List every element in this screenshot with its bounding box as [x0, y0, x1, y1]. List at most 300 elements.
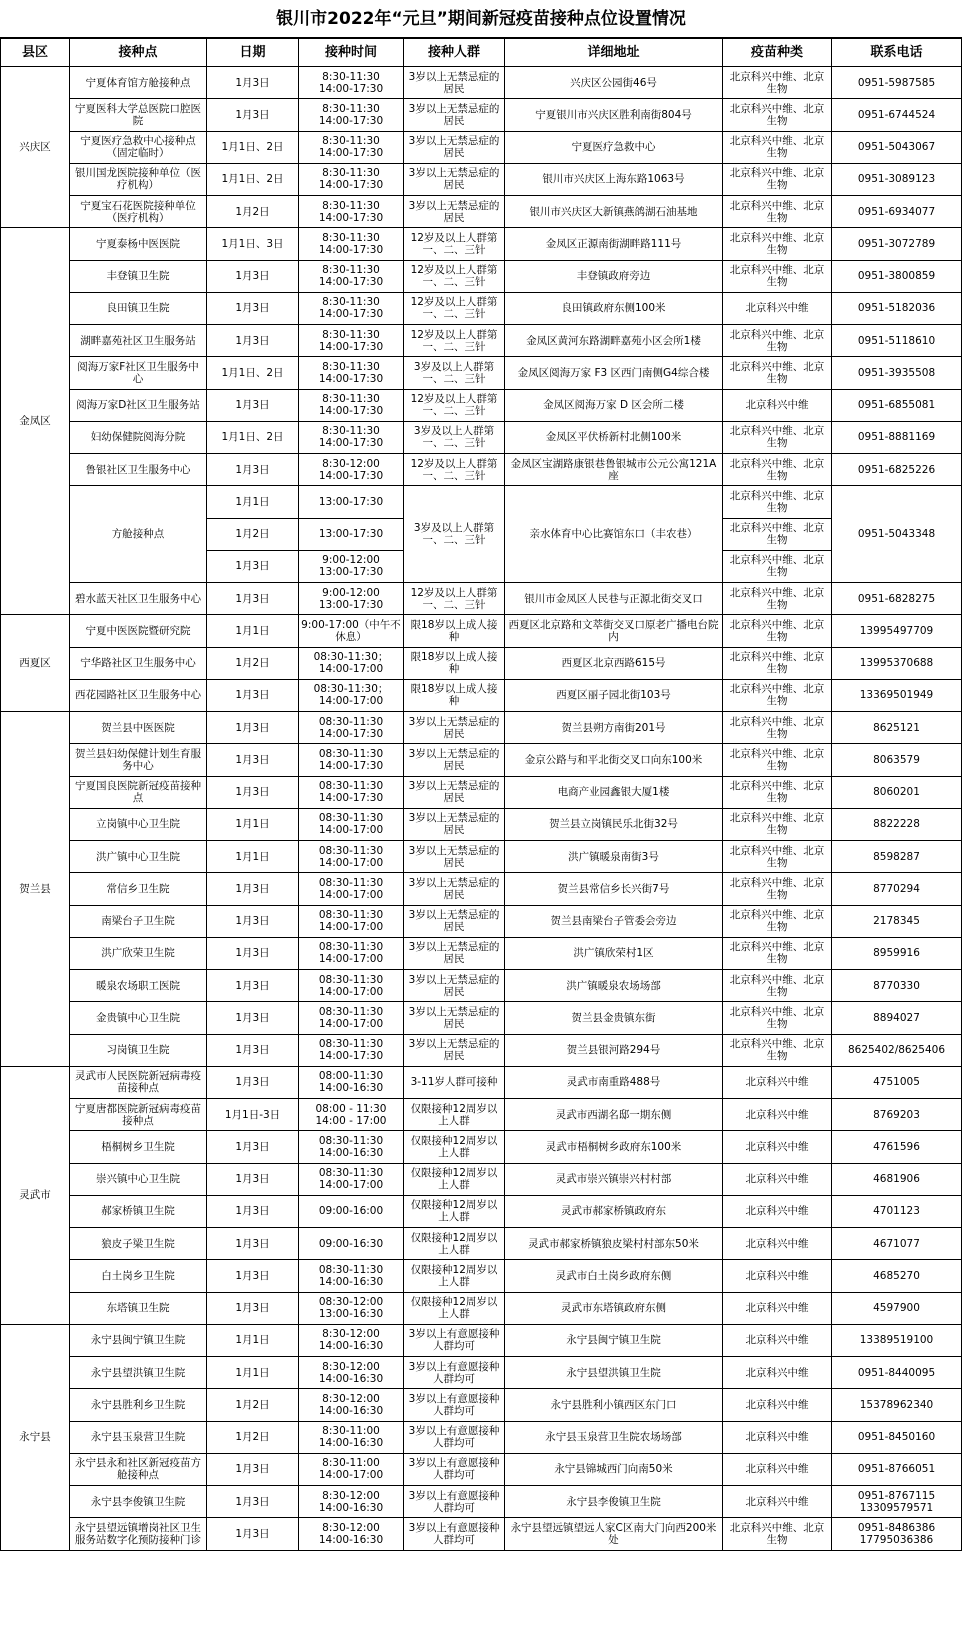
site-address: 永宁县闽宁镇卫生院: [505, 1324, 723, 1356]
site-time: 8:30-12:00 14:00-17:30: [299, 454, 404, 486]
site-phone: 0951-6825226: [832, 454, 962, 486]
site-date: 1月1日、2日: [207, 421, 299, 453]
site-address: 洪广镇暖泉南街3号: [505, 841, 723, 873]
site-vaccine: 北京科兴中维: [723, 1421, 832, 1453]
site-date: 1月2日: [207, 196, 299, 228]
table-row: [1, 905, 962, 937]
site-address: 丰登镇政府旁边: [505, 260, 723, 292]
site-vaccine: 北京科兴中维、北京生物: [723, 421, 832, 453]
site-crowd: 仅限接种12周岁以上人群: [404, 1163, 505, 1195]
site-time: 8:30-11:00 14:00-17:00: [299, 1453, 404, 1485]
site-crowd: 3岁以上有意愿接种人群均可: [404, 1421, 505, 1453]
header-time: 接种时间: [299, 39, 404, 67]
site-address: 银川市兴庆区大新镇燕鸽湖石油基地: [505, 196, 723, 228]
site-crowd: 3岁以上无禁忌症的居民: [404, 873, 505, 905]
site-time: 8:30-12:00 14:00-16:30: [299, 1518, 404, 1550]
site-name: 永宁县胜利乡卫生院: [70, 1389, 207, 1421]
site-time: 08:30-11:30 14:00-17:00: [299, 873, 404, 905]
site-address: 贺兰县常信乡长兴街7号: [505, 873, 723, 905]
site-date: 1月1日: [207, 486, 299, 518]
site-date: 1月3日: [207, 679, 299, 711]
site-address: 金凤区阅海万家 F3 区西门南侧G4综合楼: [505, 357, 723, 389]
site-time: 08:30-11:30； 14:00-17:00: [299, 679, 404, 711]
site-name: 永宁县玉泉营卫生院: [70, 1421, 207, 1453]
site-date: 1月2日: [207, 1389, 299, 1421]
district-name: 金凤区: [1, 228, 70, 615]
table-row: [1, 1260, 962, 1292]
site-date: 1月3日: [207, 1453, 299, 1485]
site-name: 湖畔嘉苑社区卫生服务站: [70, 325, 207, 357]
site-time: 08:30-12:00 13:00-16:30: [299, 1292, 404, 1324]
site-date: 1月3日: [207, 292, 299, 324]
site-phone: 13369501949: [832, 679, 962, 711]
site-time: 08:30-11:30 14:00-17:00: [299, 970, 404, 1002]
site-time: 8:30-11:30 14:00-17:30: [299, 389, 404, 421]
site-phone: 13995370688: [832, 647, 962, 679]
site-time: 08:30-11:30 14:00-17:00: [299, 841, 404, 873]
site-crowd: 3岁以上无禁忌症的居民: [404, 744, 505, 776]
site-time: 08:30-11:30 14:00-17:30: [299, 744, 404, 776]
site-name: 立岗镇中心卫生院: [70, 808, 207, 840]
site-date: 1月1日: [207, 841, 299, 873]
site-name: 宁夏医疗急救中心接种点（固定临时）: [70, 131, 207, 163]
site-name: 郝家桥镇卫生院: [70, 1195, 207, 1227]
site-crowd: 3岁以上无禁忌症的居民: [404, 776, 505, 808]
site-phone: 4761596: [832, 1131, 962, 1163]
site-date: 1月3日: [207, 873, 299, 905]
site-date: 1月1日、2日: [207, 357, 299, 389]
site-name: 永宁县李俊镇卫生院: [70, 1486, 207, 1518]
site-vaccine: 北京科兴中维、北京生物: [723, 518, 832, 550]
site-name: 南梁台子卫生院: [70, 905, 207, 937]
site-phone: 8770294: [832, 873, 962, 905]
site-crowd: 12岁及以上人群第一、二、三针: [404, 325, 505, 357]
table-row: [1, 1357, 962, 1389]
site-address: 洪广镇欣荣村1区: [505, 937, 723, 969]
site-name: 梧桐树乡卫生院: [70, 1131, 207, 1163]
site-vaccine: 北京科兴中维、北京生物: [723, 905, 832, 937]
site-name: 崇兴镇中心卫生院: [70, 1163, 207, 1195]
site-phone: 0951-5043348: [832, 486, 962, 583]
table-row: [1, 1453, 962, 1485]
site-time: 9:00-12:00 13:00-17:30: [299, 583, 404, 615]
site-name: 永宁县闽宁镇卫生院: [70, 1324, 207, 1356]
site-vaccine: 北京科兴中维: [723, 1131, 832, 1163]
site-name: 东塔镇卫生院: [70, 1292, 207, 1324]
site-crowd: 3岁以上有意愿接种人群均可: [404, 1486, 505, 1518]
site-address: 灵武市南重路488号: [505, 1066, 723, 1098]
district-name: 兴庆区: [1, 67, 70, 228]
site-date: 1月1日: [207, 1324, 299, 1356]
site-name: 宁夏医科大学总医院口腔医院: [70, 99, 207, 131]
site-time: 08:30-11:30 14:00-17:00: [299, 937, 404, 969]
site-name: 宁夏国良医院新冠疫苗接种点: [70, 776, 207, 808]
site-time: 8:30-12:00 14:00-16:30: [299, 1357, 404, 1389]
site-crowd: 限18岁以上成人接种: [404, 615, 505, 647]
site-time: 08:30-11:30 14:00-17:00: [299, 905, 404, 937]
site-time: 08:30-11:30 14:00-17:30: [299, 712, 404, 744]
site-crowd: 仅限接种12周岁以上人群: [404, 1228, 505, 1260]
site-time: 08:30-11:30 14:00-17:00: [299, 808, 404, 840]
site-address: 灵武市崇兴镇崇兴村村部: [505, 1163, 723, 1195]
site-vaccine: 北京科兴中维、北京生物: [723, 550, 832, 582]
table-row: [1, 1195, 962, 1227]
site-name: 宁夏宝石花医院接种单位（医疗机构）: [70, 196, 207, 228]
site-address: 金凤区正源南街湖畔路111号: [505, 228, 723, 260]
site-address: 灵武市西湖名邸一期东侧: [505, 1099, 723, 1131]
site-name: 宁夏泰杨中医医院: [70, 228, 207, 260]
site-date: 1月3日: [207, 67, 299, 99]
site-phone: 8063579: [832, 744, 962, 776]
site-address: 金凤区平伏桥新村北侧100米: [505, 421, 723, 453]
site-crowd: 3岁以上无禁忌症的居民: [404, 712, 505, 744]
site-name: 常信乡卫生院: [70, 873, 207, 905]
site-crowd: 3岁以上有意愿接种人群均可: [404, 1357, 505, 1389]
site-vaccine: 北京科兴中维: [723, 1195, 832, 1227]
table-row: [1, 970, 962, 1002]
site-address: 贺兰县朔方南街201号: [505, 712, 723, 744]
site-address: 西夏区北京路和文萃街交叉口原老广播电台院内: [505, 615, 723, 647]
district-name: 贺兰县: [1, 712, 70, 1067]
site-crowd: 3岁以上无禁忌症的居民: [404, 131, 505, 163]
table-row: [1, 325, 962, 357]
site-address: 良田镇政府东侧100米: [505, 292, 723, 324]
site-time: 13:00-17:30: [299, 518, 404, 550]
site-time: 8:30-11:30 14:00-17:30: [299, 67, 404, 99]
site-crowd: 3岁以上无禁忌症的居民: [404, 67, 505, 99]
table-row: [1, 196, 962, 228]
site-time: 8:30-11:30 14:00-17:30: [299, 260, 404, 292]
site-address: 永宁县玉泉营卫生院农场场部: [505, 1421, 723, 1453]
site-crowd: 仅限接种12周岁以上人群: [404, 1131, 505, 1163]
site-address: 永宁县胜利小镇西区东门口: [505, 1389, 723, 1421]
site-vaccine: 北京科兴中维、北京生物: [723, 99, 832, 131]
site-vaccine: 北京科兴中维、北京生物: [723, 260, 832, 292]
site-vaccine: 北京科兴中维: [723, 1228, 832, 1260]
site-date: 1月3日: [207, 1195, 299, 1227]
site-time: 8:30-12:00 14:00-16:30: [299, 1389, 404, 1421]
site-date: 1月3日: [207, 1163, 299, 1195]
site-vaccine: 北京科兴中维: [723, 1066, 832, 1098]
site-crowd: 3岁及以上人群第一、二、三针: [404, 357, 505, 389]
site-address: 永宁县望远镇望远人家C区南大门向西200米处: [505, 1518, 723, 1550]
site-date: 1月3日: [207, 1131, 299, 1163]
site-time: 08:30-11:30 14:00-17:00: [299, 1002, 404, 1034]
site-time: 8:30-11:30 14:00-17:30: [299, 228, 404, 260]
site-phone: 4597900: [832, 1292, 962, 1324]
site-time: 8:30-11:30 14:00-17:30: [299, 99, 404, 131]
site-name: 方舱接种点: [70, 486, 207, 583]
site-vaccine: 北京科兴中维、北京生物: [723, 841, 832, 873]
district-name: 灵武市: [1, 1066, 70, 1324]
site-time: 8:30-11:30 14:00-17:30: [299, 325, 404, 357]
site-vaccine: 北京科兴中维: [723, 1324, 832, 1356]
table-row: [1, 486, 962, 518]
table-row: [1, 1002, 962, 1034]
site-vaccine: 北京科兴中维、北京生物: [723, 679, 832, 711]
site-crowd: 3岁以上无禁忌症的居民: [404, 937, 505, 969]
site-date: 1月3日: [207, 99, 299, 131]
table-row: [1, 99, 962, 131]
site-address: 银川市兴庆区上海东路1063号: [505, 163, 723, 195]
site-crowd: 12岁及以上人群第一、二、三针: [404, 292, 505, 324]
site-name: 良田镇卫生院: [70, 292, 207, 324]
site-date: 1月3日: [207, 970, 299, 1002]
site-address: 灵武市郝家桥镇狼皮梁村村部东50米: [505, 1228, 723, 1260]
site-phone: 13995497709: [832, 615, 962, 647]
site-phone: 8060201: [832, 776, 962, 808]
site-crowd: 3岁及以上人群第一、二、三针: [404, 421, 505, 453]
site-vaccine: 北京科兴中维、北京生物: [723, 970, 832, 1002]
site-crowd: 仅限接种12周岁以上人群: [404, 1292, 505, 1324]
site-crowd: 3岁以上有意愿接种人群均可: [404, 1389, 505, 1421]
site-time: 8:30-11:30 14:00-17:30: [299, 292, 404, 324]
site-phone: 0951-8881169: [832, 421, 962, 453]
site-phone: 13389519100: [832, 1324, 962, 1356]
site-vaccine: 北京科兴中维、北京生物: [723, 712, 832, 744]
site-address: 宁夏银川市兴庆区胜利南街804号: [505, 99, 723, 131]
site-name: 暖泉农场职工医院: [70, 970, 207, 1002]
site-address: 永宁县望洪镇卫生院: [505, 1357, 723, 1389]
site-time: 08:30-11:30 14:00-17:00: [299, 1163, 404, 1195]
site-time: 9:00-17:00（中午不休息）: [299, 615, 404, 647]
site-vaccine: 北京科兴中维: [723, 292, 832, 324]
site-time: 08:00-11:30 14:00-16:30: [299, 1066, 404, 1098]
site-vaccine: 北京科兴中维: [723, 389, 832, 421]
site-address: 灵武市东塔镇政府东侧: [505, 1292, 723, 1324]
site-phone: 0951-8767115 13309579571: [832, 1486, 962, 1518]
site-time: 08:30-11:30； 14:00-17:00: [299, 647, 404, 679]
site-date: 1月2日: [207, 647, 299, 679]
site-name: 丰登镇卫生院: [70, 260, 207, 292]
site-date: 1月3日: [207, 937, 299, 969]
site-date: 1月3日: [207, 583, 299, 615]
table-row: [1, 1066, 962, 1098]
table-row: [1, 1486, 962, 1518]
site-name: 灵武市人民医院新冠病毒疫苗接种点: [70, 1066, 207, 1098]
site-vaccine: 北京科兴中维、北京生物: [723, 776, 832, 808]
site-date: 1月3日: [207, 260, 299, 292]
site-name: 金贵镇中心卫生院: [70, 1002, 207, 1034]
site-name: 西花园路社区卫生服务中心: [70, 679, 207, 711]
site-name: 狼皮子梁卫生院: [70, 1228, 207, 1260]
site-vaccine: 北京科兴中维、北京生物: [723, 163, 832, 195]
site-name: 习岗镇卫生院: [70, 1034, 207, 1066]
site-crowd: 3-11岁人群可接种: [404, 1066, 505, 1098]
table-row: [1, 292, 962, 324]
table-row: [1, 712, 962, 744]
site-time: 8:30-11:30 14:00-17:30: [299, 196, 404, 228]
site-address: 西夏区北京西路615号: [505, 647, 723, 679]
table-row: [1, 163, 962, 195]
site-date: 1月3日: [207, 744, 299, 776]
table-row: [1, 744, 962, 776]
site-vaccine: 北京科兴中维: [723, 1163, 832, 1195]
header-phone: 联系电话: [832, 39, 962, 67]
site-time: 8:30-11:30 14:00-17:30: [299, 421, 404, 453]
header-address: 详细地址: [505, 39, 723, 67]
table-row: [1, 1163, 962, 1195]
site-crowd: 3岁及以上人群第一、二、三针: [404, 486, 505, 583]
header-vaccine: 疫苗种类: [723, 39, 832, 67]
site-address: 永宁县锦城西门向南50米: [505, 1453, 723, 1485]
site-address: 金凤区宝湖路康银巷鲁银城市公元公寓121A座: [505, 454, 723, 486]
site-address: 兴庆区公园街46号: [505, 67, 723, 99]
table-row: [1, 228, 962, 260]
site-address: 灵武市白土岗乡政府东侧: [505, 1260, 723, 1292]
table-row: [1, 647, 962, 679]
site-phone: 8894027: [832, 1002, 962, 1034]
site-phone: 0951-8440095: [832, 1357, 962, 1389]
site-phone: 8625121: [832, 712, 962, 744]
site-name: 洪广镇中心卫生院: [70, 841, 207, 873]
site-vaccine: 北京科兴中维、北京生物: [723, 131, 832, 163]
site-crowd: 12岁及以上人群第一、二、三针: [404, 583, 505, 615]
site-phone: 4671077: [832, 1228, 962, 1260]
site-crowd: 仅限接种12周岁以上人群: [404, 1195, 505, 1227]
site-address: 宁夏医疗急救中心: [505, 131, 723, 163]
site-name: 贺兰县妇幼保健计划生育服务中心: [70, 744, 207, 776]
site-crowd: 3岁以上有意愿接种人群均可: [404, 1518, 505, 1550]
site-address: 金京公路与和平北街交叉口向东100米: [505, 744, 723, 776]
table-row: [1, 421, 962, 453]
site-vaccine: 北京科兴中维、北京生物: [723, 196, 832, 228]
site-date: 1月3日: [207, 1228, 299, 1260]
table-row: [1, 776, 962, 808]
table-row: [1, 1292, 962, 1324]
site-time: 08:30-11:30 14:00-17:30: [299, 776, 404, 808]
site-phone: 4681906: [832, 1163, 962, 1195]
site-phone: 0951-8450160: [832, 1421, 962, 1453]
site-address: 贺兰县金贵镇东街: [505, 1002, 723, 1034]
site-name: 永宁县永和社区新冠疫苗方舱接种点: [70, 1453, 207, 1485]
site-vaccine: 北京科兴中维、北京生物: [723, 1002, 832, 1034]
site-date: 1月1日: [207, 808, 299, 840]
site-time: 13:00-17:30: [299, 486, 404, 518]
site-address: 电商产业园鑫银大厦1楼: [505, 776, 723, 808]
header-crowd: 接种人群: [404, 39, 505, 67]
table-row: [1, 1228, 962, 1260]
table-row: [1, 841, 962, 873]
site-vaccine: 北京科兴中维、北京生物: [723, 454, 832, 486]
table-row: [1, 131, 962, 163]
site-date: 1月3日: [207, 1002, 299, 1034]
site-vaccine: 北京科兴中维、北京生物: [723, 228, 832, 260]
site-vaccine: 北京科兴中维、北京生物: [723, 937, 832, 969]
site-phone: 8822228: [832, 808, 962, 840]
site-phone: 0951-6855081: [832, 389, 962, 421]
site-name: 碧水蓝天社区卫生服务中心: [70, 583, 207, 615]
site-vaccine: 北京科兴中维: [723, 1486, 832, 1518]
site-crowd: 仅限接种12周岁以上人群: [404, 1260, 505, 1292]
site-phone: 0951-5118610: [832, 325, 962, 357]
site-date: 1月3日: [207, 712, 299, 744]
table-row: [1, 357, 962, 389]
site-date: 1月3日: [207, 389, 299, 421]
site-date: 1月1日-3日: [207, 1099, 299, 1131]
site-crowd: 限18岁以上成人接种: [404, 679, 505, 711]
site-date: 1月2日: [207, 1421, 299, 1453]
site-phone: 8770330: [832, 970, 962, 1002]
table-row: [1, 808, 962, 840]
site-date: 1月3日: [207, 776, 299, 808]
site-crowd: 3岁以上无禁忌症的居民: [404, 163, 505, 195]
district-name: 永宁县: [1, 1324, 70, 1550]
site-address: 灵武市郝家桥镇政府东: [505, 1195, 723, 1227]
table-row: [1, 873, 962, 905]
table-row: [1, 615, 962, 647]
site-address: 金凤区黄河东路湖畔嘉苑小区会所1楼: [505, 325, 723, 357]
district-name: 西夏区: [1, 615, 70, 712]
site-date: 1月3日: [207, 1486, 299, 1518]
site-date: 1月3日: [207, 905, 299, 937]
site-vaccine: 北京科兴中维: [723, 1292, 832, 1324]
site-crowd: 3岁以上无禁忌症的居民: [404, 905, 505, 937]
site-time: 09:00-16:30: [299, 1228, 404, 1260]
site-address: 贺兰县立岗镇民乐北街32号: [505, 808, 723, 840]
site-address: 金凤区阅海万家 D 区会所二楼: [505, 389, 723, 421]
site-name: 洪广欣荣卫生院: [70, 937, 207, 969]
site-vaccine: 北京科兴中维: [723, 1453, 832, 1485]
site-vaccine: 北京科兴中维、北京生物: [723, 647, 832, 679]
site-phone: 8769203: [832, 1099, 962, 1131]
site-vaccine: 北京科兴中维、北京生物: [723, 808, 832, 840]
site-vaccine: 北京科兴中维、北京生物: [723, 67, 832, 99]
site-address: 贺兰县银河路294号: [505, 1034, 723, 1066]
site-date: 1月1日、2日: [207, 131, 299, 163]
site-vaccine: 北京科兴中维: [723, 1260, 832, 1292]
site-date: 1月3日: [207, 1260, 299, 1292]
site-name: 宁华路社区卫生服务中心: [70, 647, 207, 679]
site-name: 宁夏中医医院暨研究院: [70, 615, 207, 647]
site-time: 08:30-11:30 14:00-16:30: [299, 1131, 404, 1163]
site-crowd: 3岁以上无禁忌症的居民: [404, 808, 505, 840]
site-crowd: 12岁及以上人群第一、二、三针: [404, 260, 505, 292]
site-name: 鲁银社区卫生服务中心: [70, 454, 207, 486]
table-row: [1, 679, 962, 711]
site-crowd: 3岁以上无禁忌症的居民: [404, 970, 505, 1002]
site-crowd: 3岁以上无禁忌症的居民: [404, 1034, 505, 1066]
table-row: [1, 67, 962, 99]
site-date: 1月3日: [207, 454, 299, 486]
table-row: [1, 1034, 962, 1066]
site-phone: 2178345: [832, 905, 962, 937]
site-phone: 8959916: [832, 937, 962, 969]
site-crowd: 12岁及以上人群第一、二、三针: [404, 389, 505, 421]
site-date: 1月3日: [207, 550, 299, 582]
site-time: 8:30-11:30 14:00-17:30: [299, 131, 404, 163]
site-address: 灵武市梧桐树乡政府东100米: [505, 1131, 723, 1163]
site-time: 09:00-16:00: [299, 1195, 404, 1227]
site-vaccine: 北京科兴中维、北京生物: [723, 486, 832, 518]
table-row: [1, 260, 962, 292]
site-vaccine: 北京科兴中维: [723, 1357, 832, 1389]
site-crowd: 12岁及以上人群第一、二、三针: [404, 228, 505, 260]
site-crowd: 3岁以上无禁忌症的居民: [404, 1002, 505, 1034]
site-time: 8:30-11:00 14:00-16:30: [299, 1421, 404, 1453]
site-crowd: 3岁以上无禁忌症的居民: [404, 99, 505, 131]
site-time: 8:30-12:00 14:00-16:30: [299, 1324, 404, 1356]
site-phone: 0951-5987585: [832, 67, 962, 99]
site-time: 08:30-11:30 14:00-16:30: [299, 1260, 404, 1292]
vaccination-table: [0, 38, 962, 1551]
site-date: 1月1日: [207, 1357, 299, 1389]
site-time: 08:00 - 11:30 14:00 - 17:00: [299, 1099, 404, 1131]
site-vaccine: 北京科兴中维、北京生物: [723, 325, 832, 357]
site-phone: 0951-3072789: [832, 228, 962, 260]
site-date: 1月1日、2日: [207, 163, 299, 195]
site-vaccine: 北京科兴中维、北京生物: [723, 583, 832, 615]
